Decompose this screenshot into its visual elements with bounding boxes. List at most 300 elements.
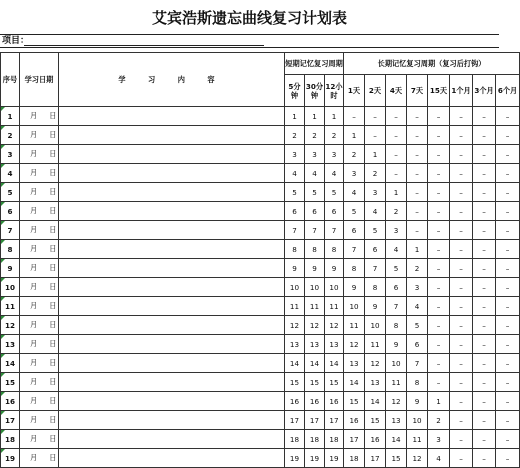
content-cell[interactable] (59, 221, 285, 240)
long-review-cell[interactable]: – (428, 373, 450, 392)
long-review-cell[interactable]: – (407, 164, 428, 183)
date-cell[interactable] (20, 145, 59, 164)
short-review-cell[interactable]: 16 (325, 392, 344, 411)
short-review-cell[interactable]: 17 (305, 411, 325, 430)
table-row (1, 221, 520, 240)
row-number: 4 (1, 164, 20, 183)
long-review-cell[interactable]: 1 (344, 126, 365, 145)
short-review-cell[interactable]: 18 (325, 430, 344, 449)
long-review-cell[interactable]: – (496, 145, 520, 164)
long-review-cell[interactable]: – (473, 202, 496, 221)
day-label: 日 (49, 263, 57, 272)
long-review-cell[interactable]: 2 (407, 259, 428, 278)
short-review-cell[interactable]: 4 (325, 164, 344, 183)
date-cell[interactable] (20, 183, 59, 202)
short-review-cell[interactable]: 11 (285, 297, 305, 316)
long-review-cell[interactable]: – (450, 392, 473, 411)
long-review-cell[interactable]: – (473, 354, 496, 373)
content-cell[interactable] (59, 411, 285, 430)
table-row (1, 183, 520, 202)
long-review-cell[interactable]: – (473, 449, 496, 468)
short-review-cell[interactable]: 9 (285, 259, 305, 278)
long-review-cell[interactable]: – (450, 354, 473, 373)
long-review-cell[interactable]: – (450, 278, 473, 297)
header-long-group: 长期记忆复习周期（复习后打钩） (344, 53, 520, 75)
long-review-cell[interactable]: 2 (365, 164, 386, 183)
long-review-cell[interactable]: 1 (428, 392, 450, 411)
long-review-cell[interactable]: 4 (365, 202, 386, 221)
long-review-cell[interactable]: 11 (365, 335, 386, 354)
long-review-cell[interactable]: – (496, 392, 520, 411)
long-review-cell[interactable]: – (473, 259, 496, 278)
row-number: 18 (1, 430, 20, 449)
long-review-cell[interactable]: 4 (407, 297, 428, 316)
long-review-cell[interactable]: – (496, 278, 520, 297)
short-review-cell[interactable]: 14 (305, 354, 325, 373)
long-review-cell[interactable]: – (473, 164, 496, 183)
short-review-cell[interactable]: 11 (325, 297, 344, 316)
month-label: 月 (30, 263, 38, 272)
long-review-cell[interactable]: 15 (386, 449, 407, 468)
long-review-cell[interactable]: 12 (344, 335, 365, 354)
long-review-cell[interactable]: 10 (344, 297, 365, 316)
long-review-cell[interactable]: – (428, 259, 450, 278)
long-review-cell[interactable]: – (428, 240, 450, 259)
long-review-cell[interactable]: 5 (365, 221, 386, 240)
long-review-cell[interactable]: 9 (344, 278, 365, 297)
long-review-cell[interactable]: 4 (344, 183, 365, 202)
long-review-cell[interactable]: 2 (386, 202, 407, 221)
short-review-cell[interactable]: 3 (325, 145, 344, 164)
date-cell[interactable] (20, 240, 59, 259)
content-cell[interactable] (59, 373, 285, 392)
long-review-cell[interactable]: – (473, 335, 496, 354)
long-review-cell[interactable]: – (428, 145, 450, 164)
long-review-cell[interactable]: – (450, 164, 473, 183)
long-review-cell[interactable]: – (450, 145, 473, 164)
long-review-cell[interactable]: 6 (386, 278, 407, 297)
row-number: 16 (1, 392, 20, 411)
short-review-cell[interactable]: 6 (305, 202, 325, 221)
short-review-cell[interactable]: 12 (285, 316, 305, 335)
long-review-cell[interactable]: – (473, 240, 496, 259)
long-review-cell[interactable]: – (496, 373, 520, 392)
long-review-cell[interactable]: – (428, 164, 450, 183)
short-review-cell[interactable]: 10 (285, 278, 305, 297)
day-label: 日 (49, 396, 57, 405)
date-cell[interactable] (20, 297, 59, 316)
long-review-cell[interactable]: – (496, 411, 520, 430)
long-review-cell[interactable]: – (428, 297, 450, 316)
content-cell[interactable] (59, 278, 285, 297)
long-review-cell[interactable]: 12 (386, 392, 407, 411)
long-review-cell[interactable]: – (344, 107, 365, 126)
row-number: 8 (1, 240, 20, 259)
date-cell[interactable] (20, 278, 59, 297)
long-review-cell[interactable]: 6 (344, 221, 365, 240)
long-review-cell[interactable]: – (428, 354, 450, 373)
long-review-cell[interactable]: 7 (365, 259, 386, 278)
long-review-cell[interactable]: – (473, 145, 496, 164)
date-cell[interactable] (20, 316, 59, 335)
row-number: 5 (1, 183, 20, 202)
short-review-cell[interactable]: 19 (305, 449, 325, 468)
short-review-cell[interactable]: 5 (285, 183, 305, 202)
long-review-cell[interactable]: 6 (407, 335, 428, 354)
long-review-cell[interactable]: 5 (407, 316, 428, 335)
short-review-cell[interactable]: 4 (305, 164, 325, 183)
long-review-cell[interactable]: 8 (365, 278, 386, 297)
header-long-col: 1个月 (450, 75, 473, 107)
long-review-cell[interactable]: 13 (386, 411, 407, 430)
short-review-cell[interactable]: 19 (325, 449, 344, 468)
short-review-cell[interactable]: 13 (325, 335, 344, 354)
header-long-col: 7天 (407, 75, 428, 107)
long-review-cell[interactable]: 14 (344, 373, 365, 392)
row-number: 12 (1, 316, 20, 335)
content-cell[interactable] (59, 297, 285, 316)
content-cell[interactable] (59, 354, 285, 373)
short-review-cell[interactable]: 15 (285, 373, 305, 392)
long-review-cell[interactable]: – (428, 183, 450, 202)
content-cell[interactable] (59, 335, 285, 354)
short-review-cell[interactable]: 3 (285, 145, 305, 164)
long-review-cell[interactable]: 10 (386, 354, 407, 373)
table-row (1, 411, 520, 430)
short-review-cell[interactable]: 11 (305, 297, 325, 316)
short-review-cell[interactable]: 2 (305, 126, 325, 145)
long-review-cell[interactable]: – (450, 449, 473, 468)
content-cell[interactable] (59, 316, 285, 335)
date-cell[interactable] (20, 221, 59, 240)
long-review-cell[interactable]: 3 (365, 183, 386, 202)
long-review-cell[interactable]: 8 (386, 316, 407, 335)
long-review-cell[interactable]: – (450, 240, 473, 259)
row-number: 11 (1, 297, 20, 316)
short-review-cell[interactable]: 1 (325, 107, 344, 126)
header-short-col: 12小时 (325, 75, 344, 107)
long-review-cell[interactable]: – (450, 373, 473, 392)
short-review-cell[interactable]: 12 (325, 316, 344, 335)
long-review-cell[interactable]: – (407, 183, 428, 202)
short-review-cell[interactable]: 13 (285, 335, 305, 354)
short-review-cell[interactable]: 8 (305, 240, 325, 259)
day-label: 日 (49, 415, 57, 424)
month-label: 月 (30, 282, 38, 291)
short-review-cell[interactable]: 12 (305, 316, 325, 335)
long-review-cell[interactable]: 13 (365, 373, 386, 392)
long-review-cell[interactable]: – (473, 430, 496, 449)
long-review-cell[interactable]: 8 (407, 373, 428, 392)
long-review-cell[interactable]: – (365, 107, 386, 126)
short-review-cell[interactable]: 1 (305, 107, 325, 126)
content-cell[interactable] (59, 126, 285, 145)
long-review-cell[interactable]: 15 (365, 411, 386, 430)
long-review-cell[interactable]: 3 (407, 278, 428, 297)
long-review-cell[interactable]: 4 (428, 449, 450, 468)
long-review-cell[interactable]: 16 (365, 430, 386, 449)
date-cell[interactable] (20, 392, 59, 411)
long-review-cell[interactable]: 6 (365, 240, 386, 259)
long-review-cell[interactable]: – (428, 316, 450, 335)
month-label: 月 (30, 339, 38, 348)
long-review-cell[interactable]: 3 (344, 164, 365, 183)
short-review-cell[interactable]: 6 (325, 202, 344, 221)
long-review-cell[interactable]: 12 (365, 354, 386, 373)
project-input-line[interactable] (24, 45, 264, 46)
row-number: 10 (1, 278, 20, 297)
long-review-cell[interactable]: – (473, 297, 496, 316)
content-cell[interactable] (59, 107, 285, 126)
content-cell[interactable] (59, 259, 285, 278)
long-review-cell[interactable]: – (450, 335, 473, 354)
long-review-cell[interactable]: – (450, 297, 473, 316)
long-review-cell[interactable]: 7 (407, 354, 428, 373)
long-review-cell[interactable]: 2 (344, 145, 365, 164)
long-review-cell[interactable]: – (473, 126, 496, 145)
day-label: 日 (49, 339, 57, 348)
long-review-cell[interactable]: – (450, 202, 473, 221)
row-number: 17 (1, 411, 20, 430)
long-review-cell[interactable]: – (450, 259, 473, 278)
long-review-cell[interactable]: – (473, 107, 496, 126)
long-review-cell[interactable]: 17 (365, 449, 386, 468)
date-cell[interactable] (20, 354, 59, 373)
content-cell[interactable] (59, 183, 285, 202)
project-label: 项目： (2, 36, 30, 46)
short-review-cell[interactable]: 13 (305, 335, 325, 354)
long-review-cell[interactable]: – (496, 316, 520, 335)
header-long-col: 3个月 (473, 75, 496, 107)
long-review-cell[interactable]: – (496, 202, 520, 221)
short-review-cell[interactable]: 2 (325, 126, 344, 145)
short-review-cell[interactable]: 16 (305, 392, 325, 411)
table-row (1, 316, 520, 335)
date-cell[interactable] (20, 411, 59, 430)
long-review-cell[interactable]: 8 (344, 259, 365, 278)
long-review-cell[interactable]: – (473, 183, 496, 202)
long-review-cell[interactable]: 3 (428, 430, 450, 449)
review-plan-table (0, 52, 520, 468)
table-row (1, 449, 520, 468)
long-review-cell[interactable]: – (496, 183, 520, 202)
content-cell[interactable] (59, 449, 285, 468)
short-review-cell[interactable]: 5 (325, 183, 344, 202)
long-review-cell[interactable]: – (450, 183, 473, 202)
date-cell[interactable] (20, 259, 59, 278)
long-review-cell[interactable]: – (496, 164, 520, 183)
long-review-cell[interactable]: 14 (365, 392, 386, 411)
short-review-cell[interactable]: 16 (285, 392, 305, 411)
short-review-cell[interactable]: 9 (325, 259, 344, 278)
long-review-cell[interactable]: – (473, 373, 496, 392)
long-review-cell[interactable]: – (386, 164, 407, 183)
short-review-cell[interactable]: 8 (325, 240, 344, 259)
month-label: 月 (30, 434, 38, 443)
long-review-cell[interactable]: 11 (386, 373, 407, 392)
long-review-cell[interactable]: 12 (407, 449, 428, 468)
long-review-cell[interactable]: – (386, 107, 407, 126)
long-review-cell[interactable]: – (450, 316, 473, 335)
long-review-cell[interactable]: – (496, 259, 520, 278)
short-review-cell[interactable]: 6 (285, 202, 305, 221)
long-review-cell[interactable]: 14 (386, 430, 407, 449)
day-label: 日 (49, 111, 57, 120)
long-review-cell[interactable]: – (407, 145, 428, 164)
long-review-cell[interactable]: 9 (386, 335, 407, 354)
day-label: 日 (49, 244, 57, 253)
date-cell[interactable] (20, 126, 59, 145)
long-review-cell[interactable]: – (496, 430, 520, 449)
long-review-cell[interactable]: – (496, 297, 520, 316)
date-cell[interactable] (20, 449, 59, 468)
long-review-cell[interactable]: 13 (344, 354, 365, 373)
short-review-cell[interactable]: 3 (305, 145, 325, 164)
long-review-cell[interactable]: – (407, 126, 428, 145)
long-review-cell[interactable]: – (496, 240, 520, 259)
row-number: 13 (1, 335, 20, 354)
long-review-cell[interactable]: – (428, 278, 450, 297)
date-cell[interactable] (20, 335, 59, 354)
long-review-cell[interactable]: 15 (344, 392, 365, 411)
short-review-cell[interactable]: 9 (305, 259, 325, 278)
short-review-cell[interactable]: 15 (325, 373, 344, 392)
day-label: 日 (49, 187, 57, 196)
day-label: 日 (49, 434, 57, 443)
long-review-cell[interactable]: 10 (365, 316, 386, 335)
long-review-cell[interactable]: – (450, 411, 473, 430)
short-review-cell[interactable]: 14 (285, 354, 305, 373)
sheet-title: 艾宾浩斯遗忘曲线复习计划表 (151, 8, 347, 27)
content-cell[interactable] (59, 202, 285, 221)
long-review-cell[interactable]: 1 (407, 240, 428, 259)
month-label: 月 (30, 377, 38, 386)
month-label: 月 (30, 320, 38, 329)
long-review-cell[interactable]: 5 (344, 202, 365, 221)
long-review-cell[interactable]: – (428, 202, 450, 221)
long-review-cell[interactable]: – (496, 126, 520, 145)
content-cell[interactable] (59, 145, 285, 164)
long-review-cell[interactable]: 9 (407, 392, 428, 411)
long-review-cell[interactable]: – (473, 221, 496, 240)
long-review-cell[interactable]: 1 (386, 183, 407, 202)
long-review-cell[interactable]: – (386, 126, 407, 145)
long-review-cell[interactable]: 18 (344, 449, 365, 468)
short-review-cell[interactable]: 10 (325, 278, 344, 297)
long-review-cell[interactable]: 3 (386, 221, 407, 240)
long-review-cell[interactable]: 11 (407, 430, 428, 449)
row-number: 14 (1, 354, 20, 373)
short-review-cell[interactable]: 10 (305, 278, 325, 297)
row-number: 3 (1, 145, 20, 164)
day-label: 日 (49, 377, 57, 386)
short-review-cell[interactable]: 8 (285, 240, 305, 259)
long-review-cell[interactable]: – (428, 126, 450, 145)
short-review-cell[interactable]: 17 (325, 411, 344, 430)
long-review-cell[interactable]: – (473, 392, 496, 411)
short-review-cell[interactable]: 2 (285, 126, 305, 145)
month-label: 月 (30, 301, 38, 310)
long-review-cell[interactable]: 16 (344, 411, 365, 430)
date-cell[interactable] (20, 202, 59, 221)
long-review-cell[interactable]: 9 (365, 297, 386, 316)
header-long-col: 4天 (386, 75, 407, 107)
short-review-cell[interactable]: 5 (305, 183, 325, 202)
long-review-cell[interactable]: – (473, 411, 496, 430)
long-review-cell[interactable]: – (496, 107, 520, 126)
long-review-cell[interactable]: – (386, 145, 407, 164)
long-review-cell[interactable]: – (407, 202, 428, 221)
long-review-cell[interactable]: 7 (386, 297, 407, 316)
short-review-cell[interactable]: 7 (305, 221, 325, 240)
long-review-cell[interactable]: – (450, 107, 473, 126)
long-review-cell[interactable]: 7 (344, 240, 365, 259)
month-label: 月 (30, 206, 38, 215)
long-review-cell[interactable]: 10 (407, 411, 428, 430)
long-review-cell[interactable]: 4 (386, 240, 407, 259)
content-cell[interactable] (59, 430, 285, 449)
long-review-cell[interactable]: 5 (386, 259, 407, 278)
long-review-cell[interactable]: – (473, 278, 496, 297)
long-review-cell[interactable]: – (428, 107, 450, 126)
long-review-cell[interactable]: – (496, 354, 520, 373)
content-cell[interactable] (59, 164, 285, 183)
long-review-cell[interactable]: – (496, 221, 520, 240)
short-review-cell[interactable]: 7 (285, 221, 305, 240)
row-number: 1 (1, 107, 20, 126)
day-label: 日 (49, 358, 57, 367)
long-review-cell[interactable]: 1 (365, 145, 386, 164)
date-cell[interactable] (20, 373, 59, 392)
row-number: 6 (1, 202, 20, 221)
long-review-cell[interactable]: – (450, 221, 473, 240)
long-review-cell[interactable]: – (450, 126, 473, 145)
long-review-cell[interactable]: 2 (428, 411, 450, 430)
short-review-cell[interactable]: 15 (305, 373, 325, 392)
short-review-cell[interactable]: 18 (305, 430, 325, 449)
short-review-cell[interactable]: 4 (285, 164, 305, 183)
long-review-cell[interactable]: – (428, 221, 450, 240)
long-review-cell[interactable]: – (496, 335, 520, 354)
long-review-cell[interactable]: – (407, 107, 428, 126)
long-review-cell[interactable]: – (450, 430, 473, 449)
short-review-cell[interactable]: 19 (285, 449, 305, 468)
long-review-cell[interactable]: 17 (344, 430, 365, 449)
short-review-cell[interactable]: 17 (285, 411, 305, 430)
month-label: 月 (30, 358, 38, 367)
short-review-cell[interactable]: 1 (285, 107, 305, 126)
long-review-cell[interactable]: – (428, 335, 450, 354)
day-label: 日 (49, 130, 57, 139)
date-cell[interactable] (20, 430, 59, 449)
short-review-cell[interactable]: 18 (285, 430, 305, 449)
day-label: 日 (49, 225, 57, 234)
long-review-cell[interactable]: – (496, 449, 520, 468)
month-label: 月 (30, 187, 38, 196)
short-review-cell[interactable]: 7 (325, 221, 344, 240)
content-cell[interactable] (59, 240, 285, 259)
month-label: 月 (30, 168, 38, 177)
date-cell[interactable] (20, 164, 59, 183)
table-row (1, 392, 520, 411)
long-review-cell[interactable]: – (407, 221, 428, 240)
content-cell[interactable] (59, 392, 285, 411)
long-review-cell[interactable]: 11 (344, 316, 365, 335)
short-review-cell[interactable]: 14 (325, 354, 344, 373)
date-cell[interactable] (20, 107, 59, 126)
long-review-cell[interactable]: – (473, 316, 496, 335)
long-review-cell[interactable]: – (365, 126, 386, 145)
